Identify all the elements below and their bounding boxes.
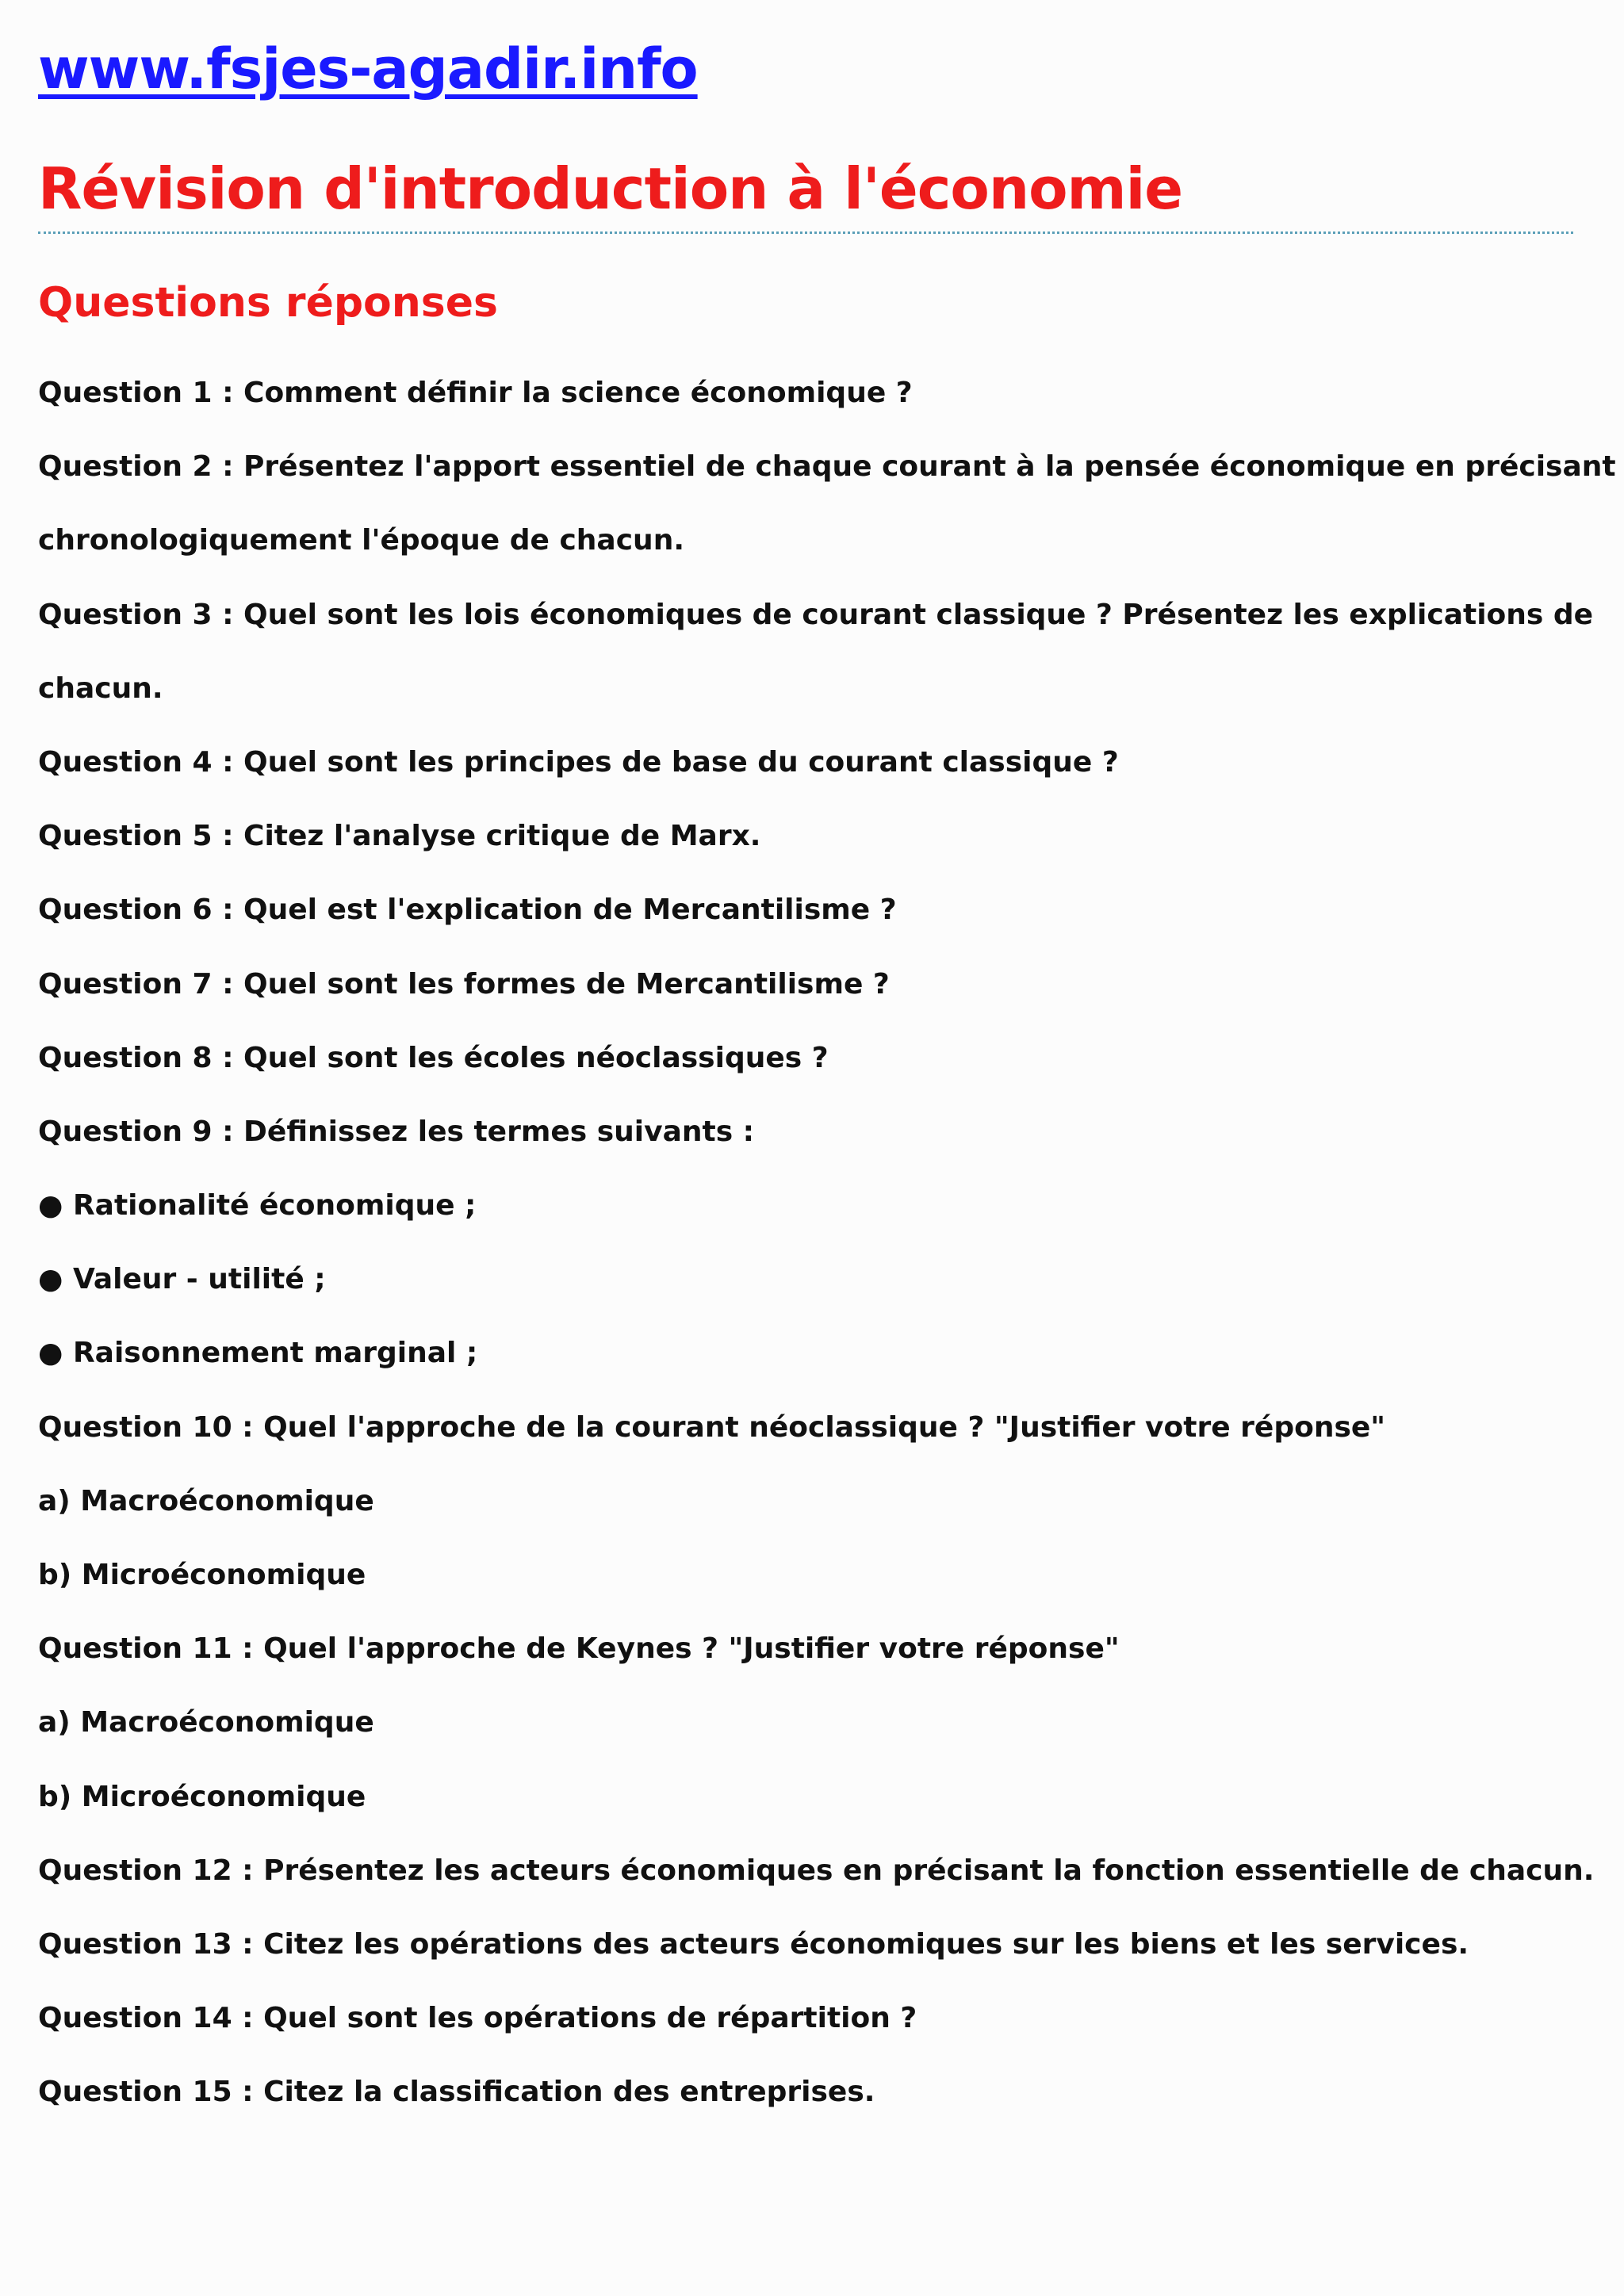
question-line-12: Question 12 : Présentez les acteurs économiques en précisant la fonction essentielle de chacun. (38, 1854, 1595, 1887)
question-line-5: Question 5 : Citez l'analyse critique de Marx. (38, 820, 761, 853)
question-line-9: Question 9 : Définissez les termes suivants : (38, 1115, 755, 1148)
question-line-3: Question 3 : Quel sont les lois économiques de courant classique ? Présentez les explications de (38, 598, 1594, 631)
question-line-8: Question 8 : Quel sont les écoles néoclassiques ? (38, 1041, 829, 1074)
question-line-2-continued: chronologiquement l'époque de chacun. (38, 524, 684, 557)
bullet-item: ● Raisonnement marginal ; (38, 1337, 478, 1370)
section-title: Questions réponses (38, 279, 498, 327)
questions-list (38, 369, 1616, 2143)
question-line-15: Question 15 : Citez la classification des entreprises. (38, 2076, 875, 2109)
answer-option: b) Microéconomique (38, 1780, 366, 1813)
bullet-item: ● Rationalité économique ; (38, 1189, 477, 1223)
question-line-13: Question 13 : Citez les opérations des acteurs économiques sur les biens et les services. (38, 1927, 1469, 1961)
title-divider (38, 232, 1573, 234)
question-line-2: Question 2 : Présentez l'apport essentiel de chaque courant à la pensée économique en précisant (38, 450, 1616, 484)
question-line-3-continued: chacun. (38, 672, 163, 705)
page-title: Révision d'introduction à l'économie (38, 155, 1183, 222)
site-link[interactable]: www.fsjes-agadir.info (38, 36, 698, 101)
question-line-10: Question 10 : Quel l'approche de la courant néoclassique ? "Justifier votre réponse" (38, 1410, 1386, 1444)
bullet-item: ● Valeur - utilité ; (38, 1263, 326, 1296)
question-line-11: Question 11 : Quel l'approche de Keynes ? "Justifier votre réponse" (38, 1632, 1120, 1666)
question-line-6: Question 6 : Quel est l'explication de Mercantilisme ? (38, 894, 897, 927)
question-line-1: Question 1 : Comment définir la science économique ? (38, 377, 913, 409)
answer-option: a) Macroéconomique (38, 1706, 374, 1739)
question-line-4: Question 4 : Quel sont les principes de base du courant classique ? (38, 745, 1119, 779)
answer-option: b) Microéconomique (38, 1559, 366, 1591)
answer-option: a) Macroéconomique (38, 1484, 374, 1517)
question-line-7: Question 7 : Quel sont les formes de Mercantilisme ? (38, 967, 890, 1001)
question-line-14: Question 14 : Quel sont les opérations de répartition ? (38, 2002, 917, 2035)
